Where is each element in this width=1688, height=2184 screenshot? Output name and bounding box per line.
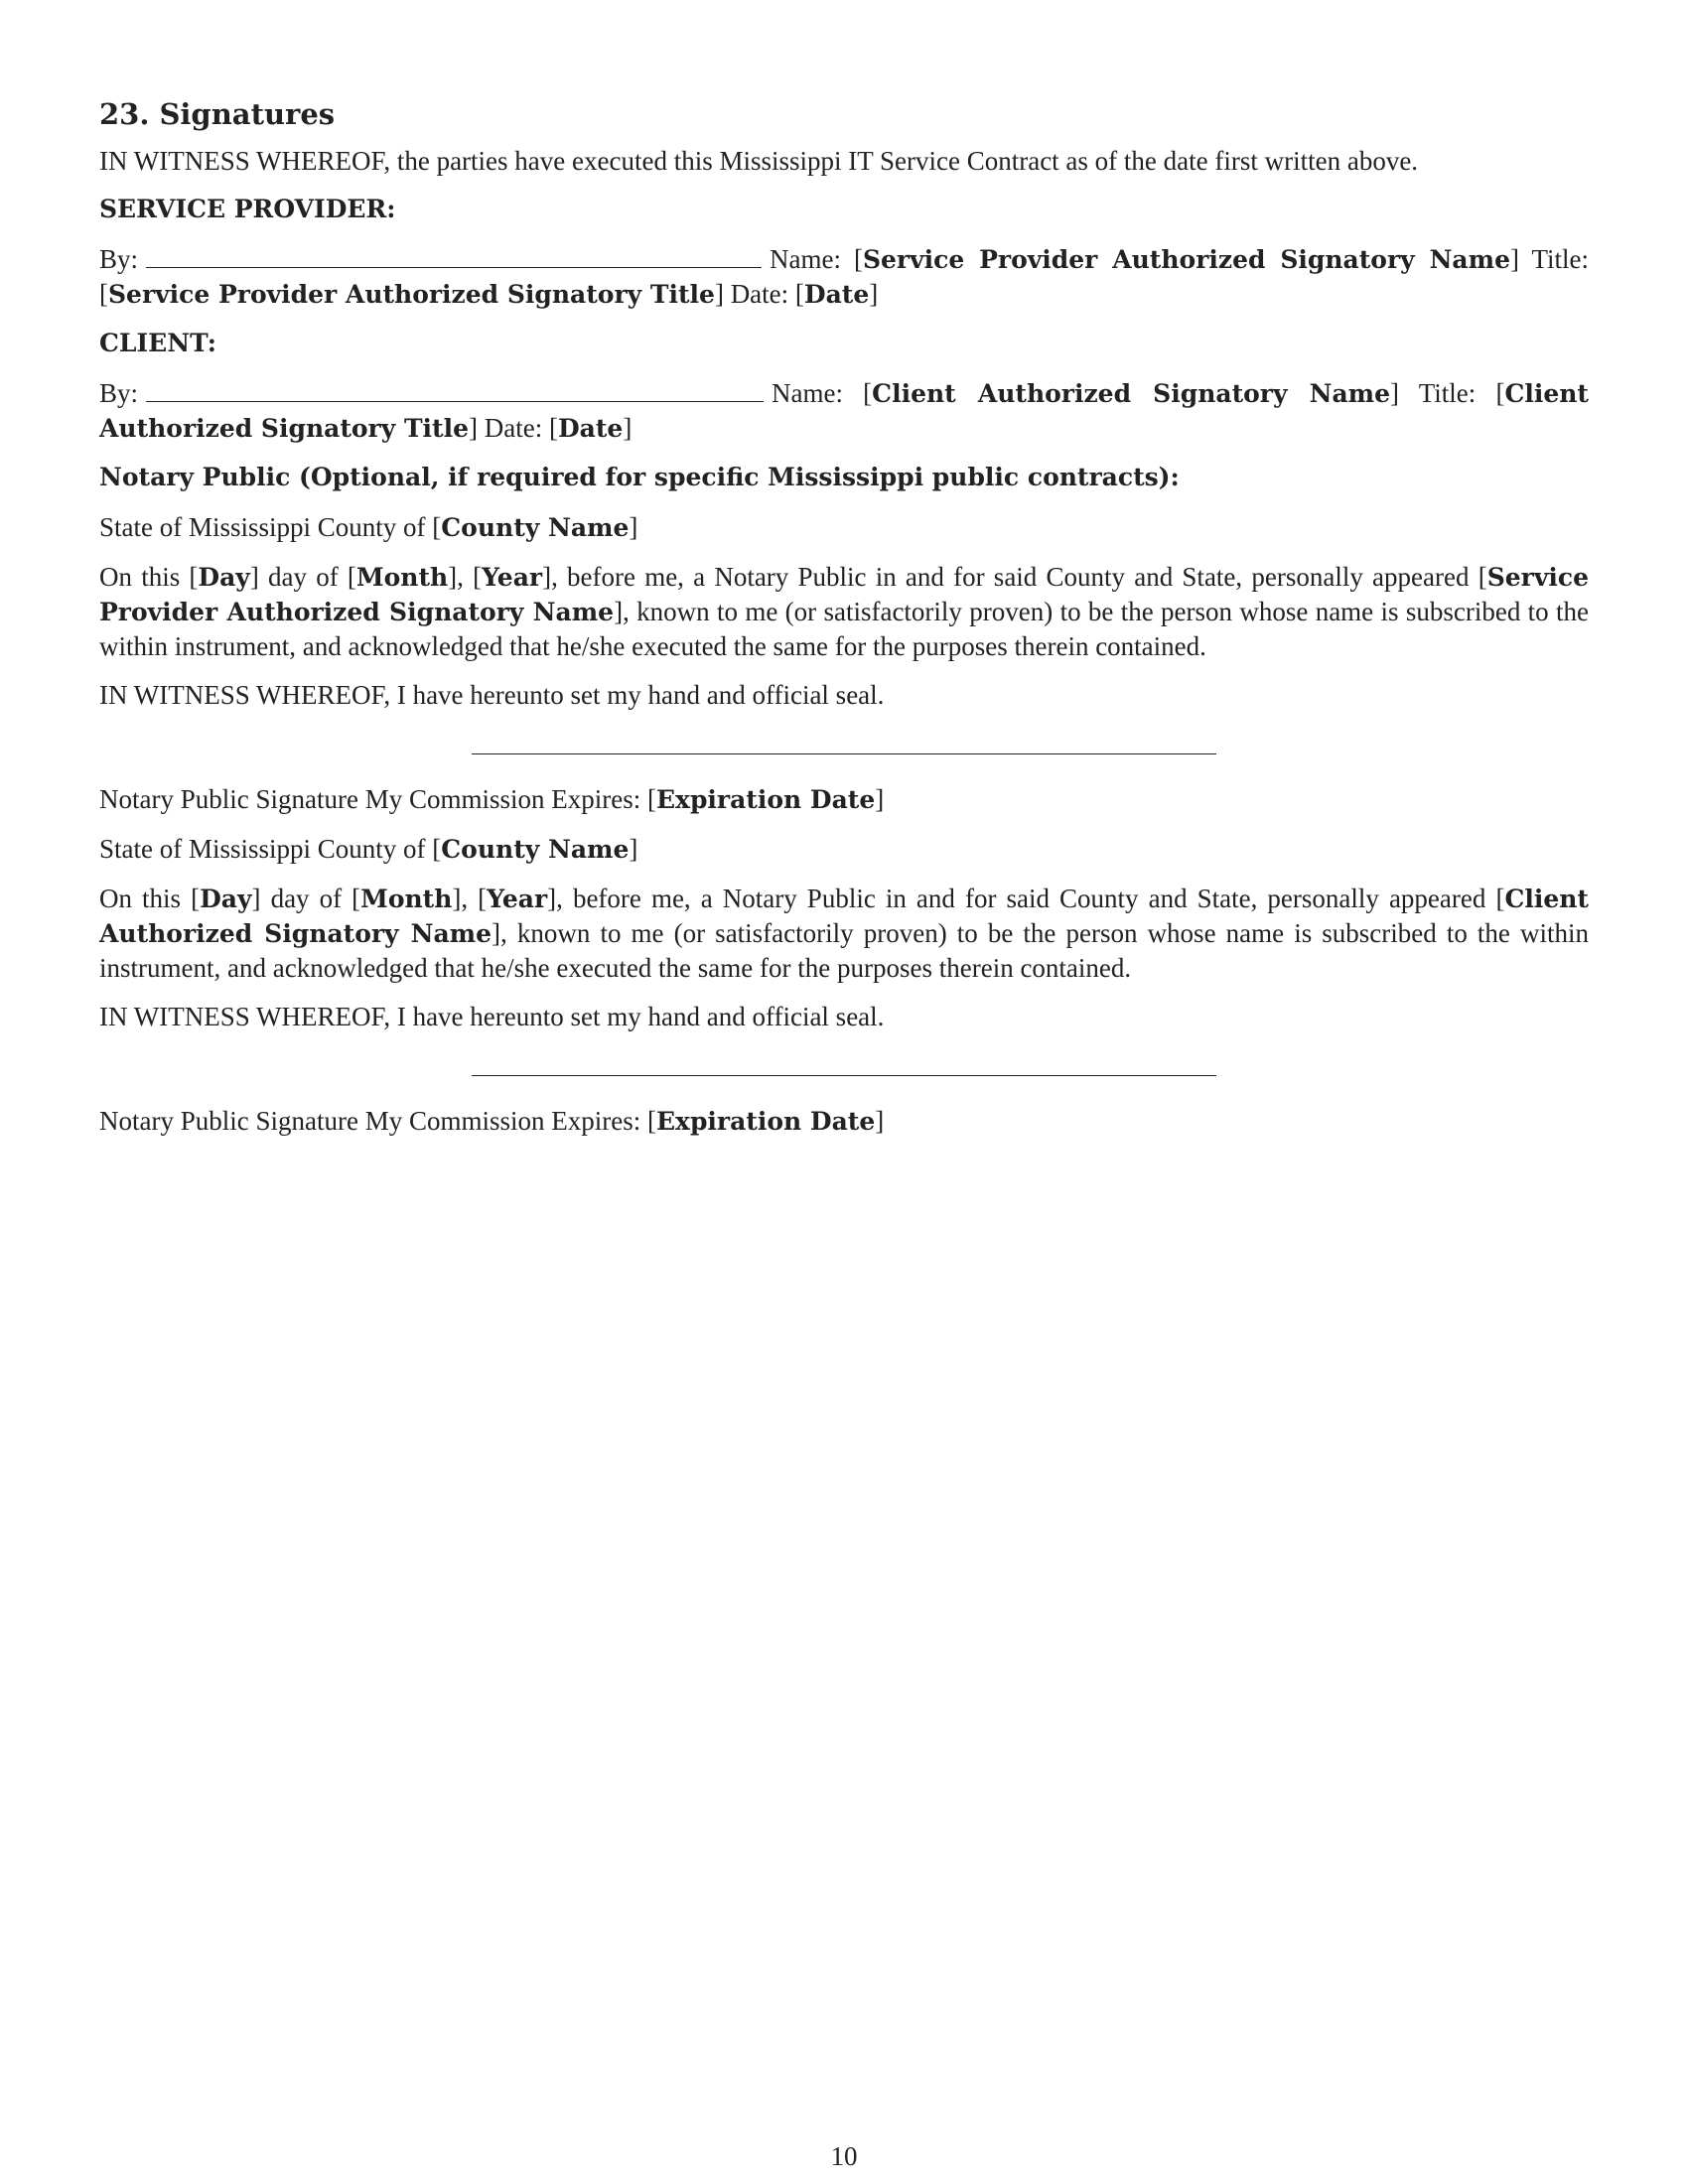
notary-1-day-of: day of [268, 562, 339, 592]
client-title-value: Client Authorized Signatory Title [99, 379, 1589, 443]
notary-2-expiration: Expiration Date [655, 1107, 876, 1136]
notary-1-day: Day [198, 563, 250, 592]
client-name-label: Name: [772, 378, 843, 408]
notary-2-witness: IN WITNESS WHEREOF, I have hereunto set my hand and official seal. [99, 1002, 885, 1031]
notary-1-ack: , known to me (or satisfactorily proven) to be the person whose name is subscribed to the within instrument, and acknowledged that he/she executed the same for the purposes therein contained. [99, 597, 1589, 661]
notary-2-state-county-label: State of Mississippi County of [99, 834, 426, 864]
section-heading [99, 94, 1589, 134]
notary-2-state-county: State of Mississippi County of [County Name] [99, 834, 638, 864]
notary-1-year: Year [482, 563, 543, 592]
sp-title-value: Service Provider Authorized Signatory Title [108, 280, 715, 309]
client-title-label: Title: [1418, 378, 1477, 408]
page-number: 10 [830, 2141, 858, 2171]
notary-2-before-me: , before me, a Notary Public in and for said County and State, personally appeared [556, 884, 1486, 913]
client-signature-line[interactable] [146, 379, 764, 402]
notary-2-signature-caption: Notary Public Signature My Commission Expires: [Expiration Date] [99, 1106, 885, 1136]
sp-date-value: Date [803, 280, 870, 309]
notary-2-signature-label: Notary Public Signature My Commission Expires: [99, 1106, 641, 1136]
client-by-label: By: [99, 378, 139, 408]
sp-title-label: Title: [1531, 244, 1589, 274]
intro-paragraph: IN WITNESS WHEREOF, the parties have executed this Mississippi IT Service Contract as of the date first written above. [99, 146, 1419, 176]
client-signature-block: By: Name: [Client Authorized Signatory Name] Title: [Client Authorized Signatory Title] Date: [Date] [99, 378, 1589, 443]
document-page [99, 94, 1589, 1154]
notary-1-expiration: Expiration Date [655, 785, 876, 814]
sp-name-label: Name: [770, 244, 841, 274]
notary-2-county-value: County Name [441, 835, 630, 864]
client-name-value: Client Authorized Signatory Name [872, 379, 1391, 408]
notary-1-before-me: , before me, a Notary Public in and for said County and State, personally appeared [551, 562, 1470, 592]
service-provider-heading: SERVICE PROVIDER: [99, 195, 396, 223]
notary-1-month: Month [355, 563, 449, 592]
section-number: 23. [99, 97, 150, 131]
notary-1-signature-line[interactable] [472, 753, 1216, 754]
notary-1-witness: IN WITNESS WHEREOF, I have hereunto set my hand and official seal. [99, 680, 885, 710]
notary-2-day-of: day of [270, 884, 343, 913]
sp-by-label: By: [99, 244, 139, 274]
client-date-value: Date [558, 414, 624, 443]
notary-2-year: Year [487, 885, 548, 913]
notary-1-acknowledgment: On this [Day] day of [Month], [Year], before me, a Notary Public in and for said County and State, personally appeared [Service Provider Authorized Signatory Name], known to me (or satisfactorily proven) to be the person whose name is subscribed to the within instrument, and acknowledged that he/she executed the same for the purposes therein contained. [99, 562, 1589, 661]
sp-date-label: Date: [730, 279, 789, 309]
notary-2-on-this: On this [99, 884, 182, 913]
notary-1-signature-label: Notary Public Signature My Commission Expires: [99, 784, 641, 814]
section-title: Signatures [159, 97, 336, 131]
notary-1-state-county-label: State of Mississippi County of [99, 512, 426, 542]
notary-1-signature-caption: Notary Public Signature My Commission Expires: [Expiration Date] [99, 784, 885, 814]
notary-2-signatory: Client Authorized Signatory Name [99, 885, 1589, 948]
client-heading: CLIENT: [99, 329, 217, 357]
sp-name-value: Service Provider Authorized Signatory Name [862, 245, 1510, 274]
service-provider-signature-block: By: Name: [Service Provider Authorized Signatory Name] Title: [Service Provider Authorized Signatory Title] Date: [Date] [99, 244, 1589, 309]
notary-1-signatory: Service Provider Authorized Signatory Name [99, 563, 1589, 626]
notary-1-state-county: State of Mississippi County of [County Name] [99, 512, 638, 542]
notary-2-signature-line[interactable] [472, 1075, 1216, 1076]
notary-heading: Notary Public (Optional, if required for specific Mississippi public contracts): [99, 463, 1180, 491]
client-date-label: Date: [484, 413, 543, 443]
sp-signature-line[interactable] [146, 245, 762, 268]
notary-2-month: Month [360, 885, 453, 913]
notary-2-ack: , known to me (or satisfactorily proven) to be the person whose name is subscribed to the within instrument, and acknowledged that he/she executed the same for the purposes therein contained. [99, 918, 1589, 983]
notary-2-day: Day [200, 885, 252, 913]
notary-1-county-value: County Name [441, 513, 630, 542]
notary-1-on-this: On this [99, 562, 181, 592]
notary-2-acknowledgment: On this [Day] day of [Month], [Year], before me, a Notary Public in and for said County and State, personally appeared [Client Authorized Signatory Name], known to me (or satisfactorily proven) to be the person whose name is subscribed to the within instrument, and acknowledged that he/she executed the same for the purposes therein contained. [99, 884, 1589, 983]
